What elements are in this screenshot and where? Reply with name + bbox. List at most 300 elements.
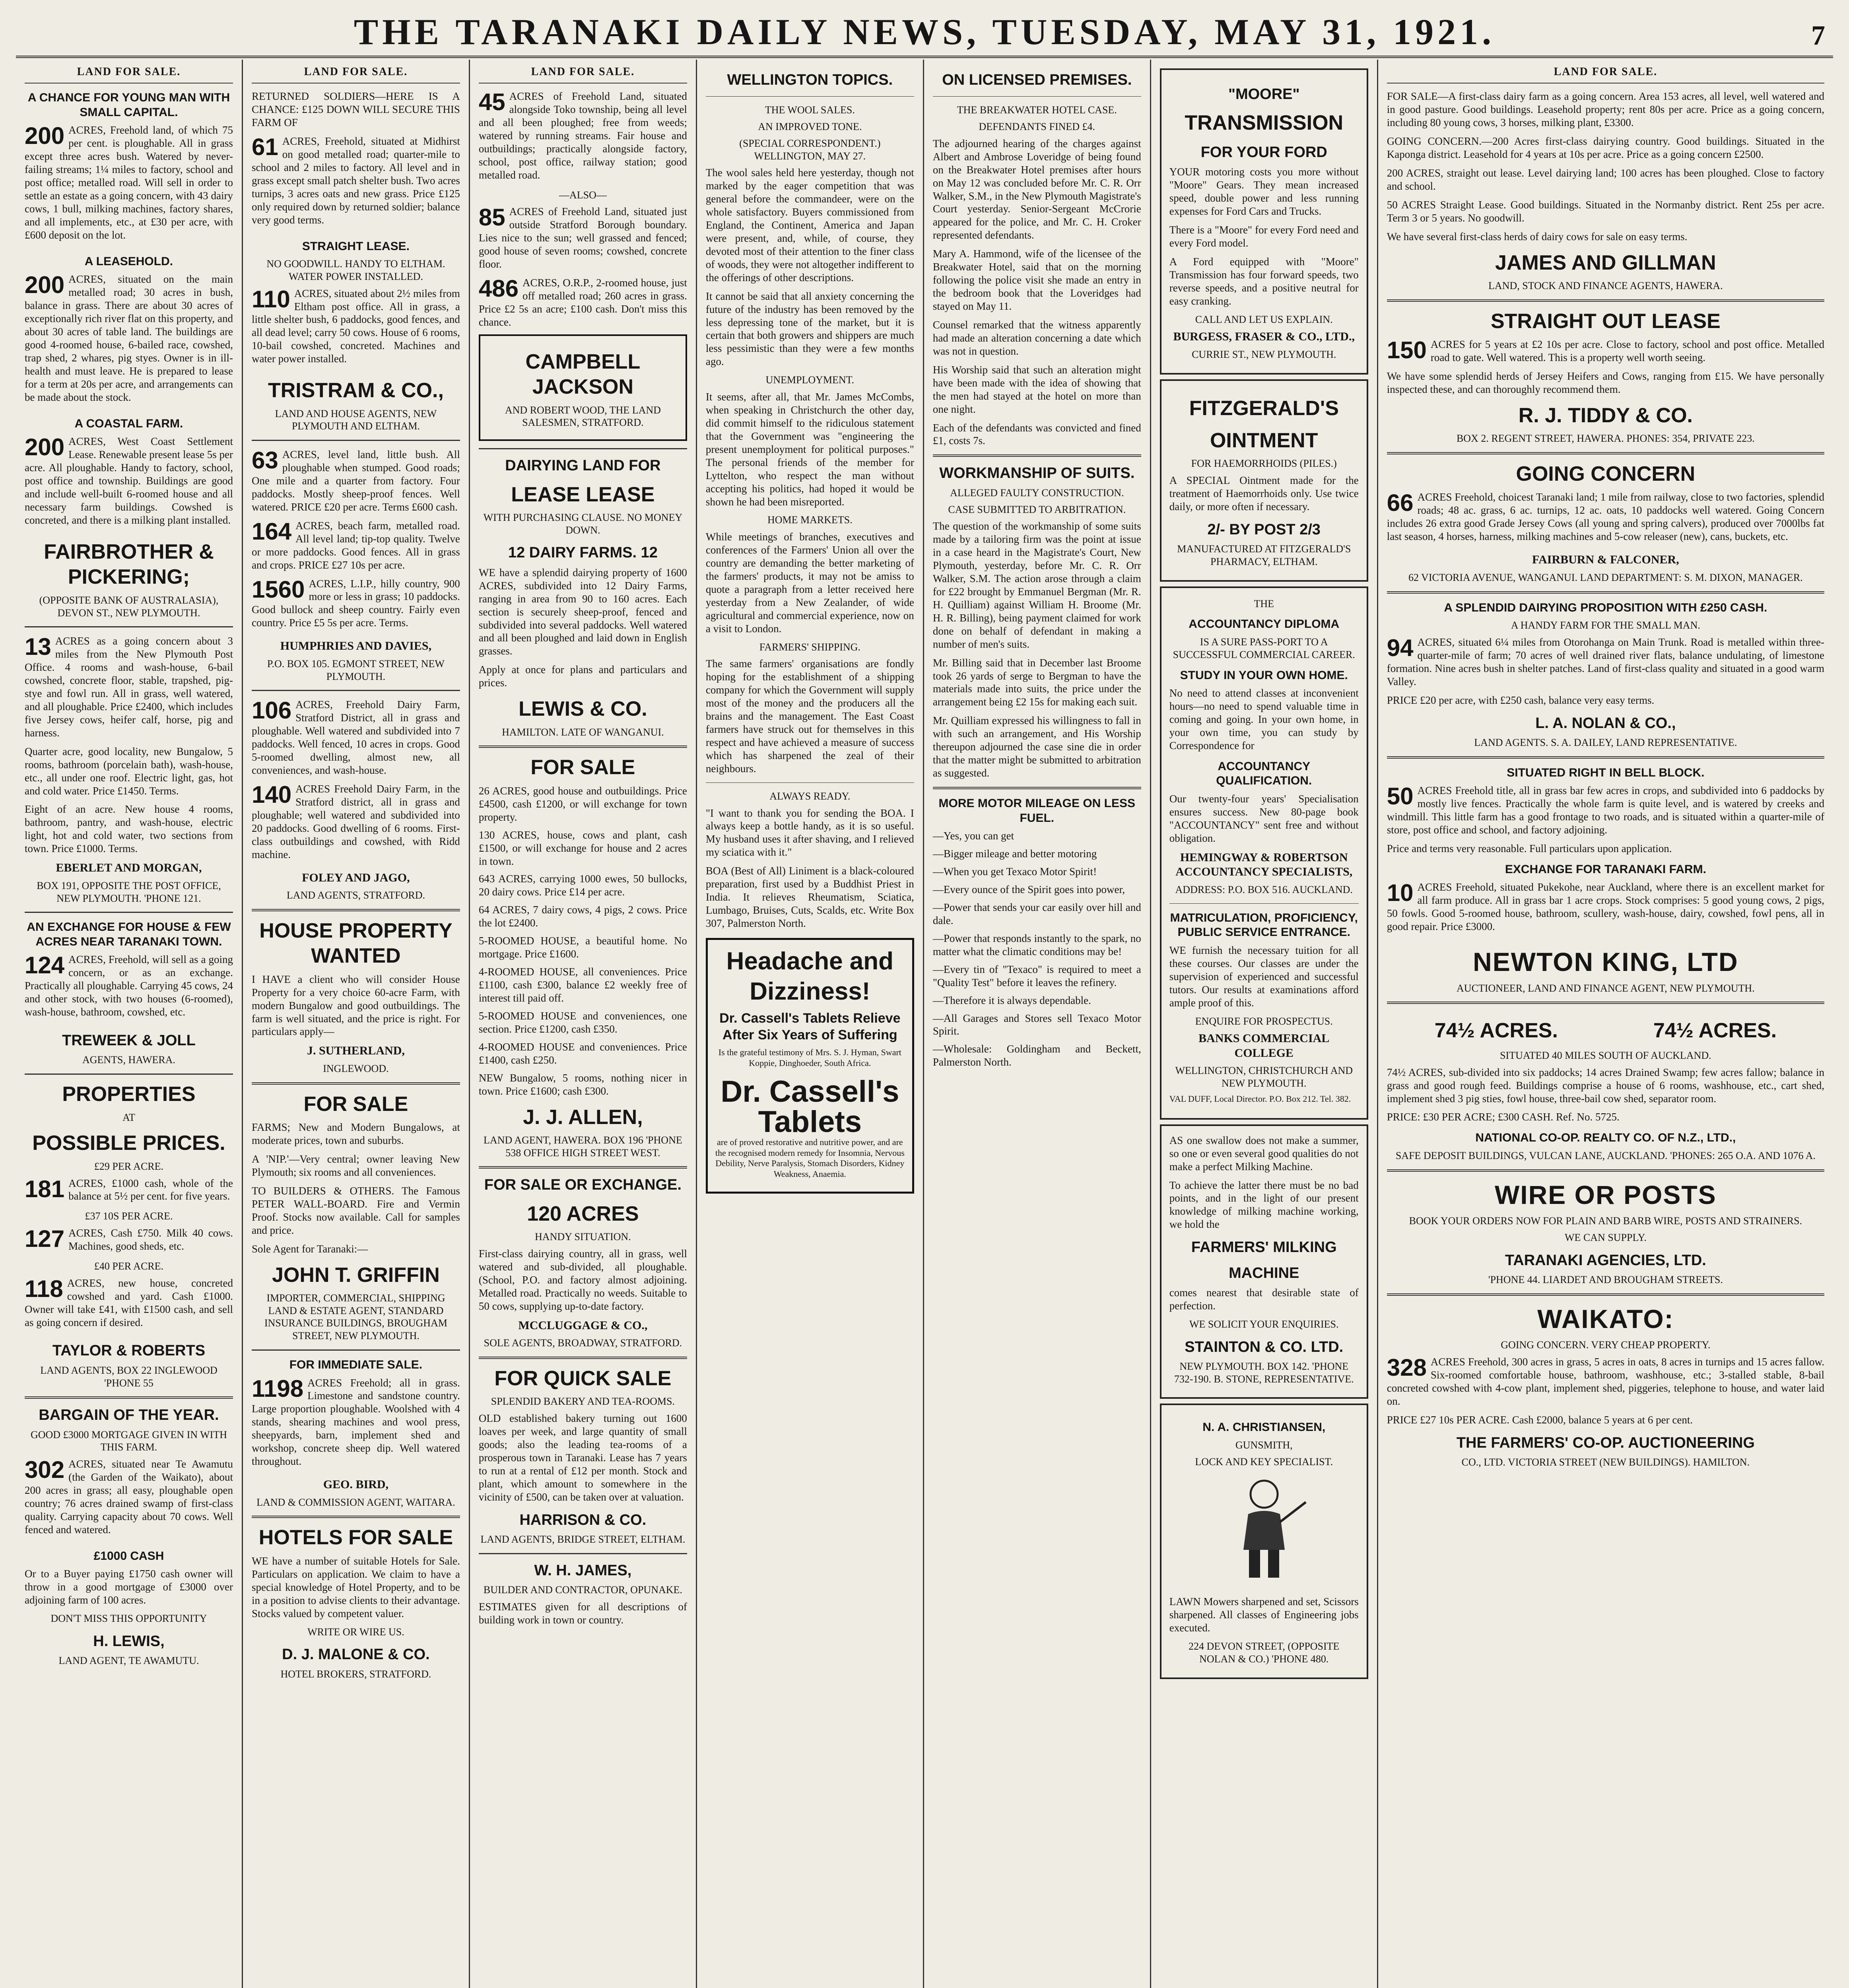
ad-subheading: NO GOODWILL. HANDY TO ELTHAM. WATER POWER INSTALLED. bbox=[266, 258, 445, 282]
acreage: 200 bbox=[25, 122, 65, 149]
advert-body: There is a "Moore" for every Ford need and every Ford model. bbox=[1169, 223, 1359, 249]
agent-address: CURRIE ST., NEW PLYMOUTH. bbox=[1192, 348, 1336, 360]
ad-body bbox=[25, 1458, 233, 1536]
divider bbox=[1387, 452, 1824, 454]
divider bbox=[479, 1357, 687, 1359]
acreage: 127 bbox=[25, 1225, 65, 1252]
ad-subheading: SITUATED 40 MILES SOUTH OF AUCKLAND. bbox=[1500, 1049, 1711, 1061]
ad-text: ACRES, beach farm, metalled road. All level land; tip-top quality. Twelve or more paddocks. Good fences. All in grass and crops. PRICE £27 10s per acre. bbox=[251, 519, 460, 571]
advert-body: A SPECIAL Ointment made for the treatment of Haemorrhoids only. Use twice daily, or more often if necessary. bbox=[1169, 474, 1359, 513]
article-subhead: CASE SUBMITTED TO ARBITRATION. bbox=[948, 503, 1126, 515]
moore-advert bbox=[1160, 68, 1368, 375]
advert-body: Is the grateful testimony of Mrs. S. J. Hyman, Swart Koppie, Dinghoeder, South Africa. bbox=[718, 1047, 901, 1068]
acreage: 85 bbox=[478, 204, 505, 231]
article-headline: WELLINGTON TOPICS. bbox=[727, 72, 893, 88]
ad-text: ACRES, Cash £750. Milk 40 cows. Machines, good sheds, etc. bbox=[68, 1227, 233, 1252]
ad-body: First-class dairying country, all in grass, well watered and sub-divided, all ploughable. (School, P.O. and factory almost adjoining. Metalled road. Practically no weeds. Suitable to 50 cows, supplying up-to-date factory. bbox=[478, 1247, 687, 1312]
article-headline: ON LICENSED PREMISES. bbox=[942, 72, 1132, 88]
divider bbox=[25, 626, 233, 627]
milking-machine-advert bbox=[1160, 1124, 1368, 1399]
advert-body: WE furnish the necessary tuition for all these courses. Our classes are under the supervision of experienced and successful tutors. Our results at examinations afford ample proof of this. bbox=[1169, 944, 1359, 1009]
article-subhead: UNEMPLOYMENT. bbox=[765, 374, 855, 386]
ad-text: ACRES, £1000 cash, whole of the balance at 5½ per cent. for five years. bbox=[68, 1177, 233, 1202]
ad-body: GOING CONCERN.—200 Acres first-class dairying country. Good buildings. Situated in the Kaponga district. Leasehold for 4 years at 10s per acre. Price as a going concern £2500. bbox=[1387, 135, 1825, 160]
article-subhead: THE BREAKWATER HOTEL CASE. bbox=[957, 104, 1117, 116]
divider bbox=[252, 1349, 460, 1351]
advert-subheadline: GUNSMITH, bbox=[1235, 1439, 1293, 1451]
column-3 bbox=[470, 60, 697, 1988]
figure-illustration-icon bbox=[1216, 1474, 1312, 1586]
advert-body: AS one swallow does not make a summer, so one or even several good qualities do not make a perfect Milking Machine. bbox=[1169, 1134, 1359, 1173]
ad-text: ACRES, new house, concreted cowshed and yard. Cash £1000. Owner will take £41, with £1500 cash, and sell as going concern if desired. bbox=[25, 1277, 233, 1328]
divider bbox=[25, 912, 233, 913]
agent-address: INGLEWOOD. bbox=[323, 1063, 389, 1074]
price-line: £37 10S PER ACRE. bbox=[85, 1210, 173, 1222]
acreage: 63 bbox=[251, 447, 278, 474]
agent-box bbox=[479, 334, 687, 441]
ad-body bbox=[1387, 636, 1824, 688]
list-item: —Yes, you can get bbox=[932, 830, 1014, 842]
advert-body: YOUR motoring costs you more without "Moore" Gears. They mean increased speed, double power and less running expenses for Ford Cars and Trucks. bbox=[1169, 166, 1359, 217]
agent-address: LAND AGENTS, STRATFORD. bbox=[286, 889, 425, 901]
ad-text: ACRES, West Coast Settlement Lease. Renewable present lease 5s per acre. All ploughable. Handy to factory, school, post office and township. Buildings are good and include well-built 6-roomed house and all necessary farm buildings. Cowshed is concreted, and there is a milking plant installed. bbox=[25, 435, 233, 526]
agent-address: 'PHONE 44. LIARDET AND BROUGHAM STREETS. bbox=[1488, 1274, 1723, 1285]
ad-subheading: HANDY SITUATION. bbox=[535, 1231, 631, 1243]
ad-text: ACRES Freehold, situated Pukekohe, near Auckland, where there is an excellent market for all farm produce. All in grass bar 1 acre crops. Stock comprises: 5 good young cows, 2 pigs, 50 fowls. Good 5-roomed house, bathroom, scullery, wash-house, dairy, cowshed, fowl pens, all in good repair. Price £3000. bbox=[1387, 881, 1825, 933]
ad-body bbox=[25, 273, 233, 404]
list-item: —Power that responds instantly to the spark, no matter what the climatic conditions may be! bbox=[932, 932, 1141, 957]
list-item: 26 ACRES, good house and outbuildings. Price £4500, cash £1200, or will exchange for town property. bbox=[478, 784, 687, 823]
acreage: 1198 bbox=[251, 1375, 304, 1402]
ad-heading: BARGAIN OF THE YEAR. bbox=[39, 1407, 219, 1424]
advert-headline: "MOORE" bbox=[1228, 86, 1300, 103]
ad-heading: 74½ ACRES. bbox=[1653, 1019, 1777, 1043]
divider bbox=[1387, 756, 1824, 759]
lawnmower-figure-icon bbox=[1169, 1474, 1359, 1589]
ad-body bbox=[25, 635, 233, 740]
ad-text: ACRES Freehold; all in grass. Limestone and sandstone country. Large proportion ploughable. Woolshed with 4 stands, shearing machines and wool press, sheepyards, barn, implement shed and workshop, concrete sheep dip. Well watered throughout. bbox=[251, 1376, 460, 1468]
ad-body bbox=[1387, 1355, 1824, 1408]
agent-name: LEWIS & CO. bbox=[519, 697, 647, 721]
list-item: —Bigger mileage and better motoring bbox=[932, 848, 1097, 860]
ad-subheading: SPLENDID BAKERY AND TEA-ROOMS. bbox=[491, 1396, 675, 1408]
advert-body: Our twenty-four years' Specialisation ensures success. New 80-page book "ACCOUNTANCY" sent free and without obligation. bbox=[1169, 792, 1359, 844]
agent-name: L. A. NOLAN & CO., bbox=[1535, 714, 1676, 732]
ad-heading: FOR QUICK SALE bbox=[494, 1367, 672, 1390]
ad-body: FARMS; New and Modern Bungalows, at moderate prices, town and suburbs. bbox=[251, 1121, 460, 1147]
agent-name: FAIRBROTHER & PICKERING; bbox=[44, 540, 214, 589]
advert-subheadline: LOCK AND KEY SPECIALIST. bbox=[1195, 1456, 1333, 1468]
divider bbox=[1387, 1002, 1824, 1004]
ad-body bbox=[1387, 338, 1824, 364]
divider bbox=[706, 782, 914, 783]
ad-body bbox=[25, 1227, 233, 1253]
acreage: 106 bbox=[251, 697, 292, 724]
acreage: 164 bbox=[251, 518, 292, 545]
agent-address: HAMILTON. LATE OF WANGANUI. bbox=[502, 726, 664, 738]
agent-name: HARRISON & CO. bbox=[519, 1511, 647, 1528]
list-item: 5-ROOMED HOUSE and conveniences, one section. Price £1200, cash £350. bbox=[478, 1010, 687, 1035]
masthead bbox=[16, 8, 1833, 58]
agent-address: LAND AGENT, HAWERA. BOX 196 'PHONE 538 OFFICE HIGH STREET WEST. bbox=[484, 1134, 682, 1159]
agent-name: J. J. ALLEN, bbox=[523, 1105, 643, 1129]
ad-heading: FOR SALE bbox=[303, 1092, 408, 1116]
accountancy-advert bbox=[1160, 586, 1368, 1120]
agent-name: JAMES AND GILLMAN bbox=[1495, 251, 1716, 274]
advert-headline: STUDY IN YOUR OWN HOME. bbox=[1180, 668, 1348, 682]
acreage: 1560 bbox=[251, 576, 305, 603]
article-paragraph: The same farmers' organisations are fondly hoping for the establishment of a shipping company for which the Government will supply most of the money and the producers all the brains and the management. The East Coast farmers have struck out for themselves in this respect and have achieved a measure of success which has sharpened the zeal of their neighbours. bbox=[705, 658, 914, 775]
agent-name: CAMPBELL JACKSON bbox=[525, 350, 641, 399]
article-paragraph: Mr. Billing said that in December last Broome took 26 yards of serge to Bergman to have the materials made into suits, the price under the arrangement being £2 15s for making each suit. bbox=[932, 656, 1141, 708]
ad-body: Price and terms very reasonable. Full particulars upon application. bbox=[1387, 842, 1672, 854]
advert-brand: Dr. Cassell's Tablets bbox=[721, 1074, 899, 1139]
agent-address: P.O. BOX 105. EGMONT STREET, NEW PLYMOUTH. bbox=[267, 658, 445, 682]
tablets-advert bbox=[706, 938, 914, 1194]
ad-body bbox=[252, 519, 460, 572]
agent-address: ADDRESS: P.O. BOX 516. AUCKLAND. bbox=[1175, 883, 1353, 895]
ad-heading: A COASTAL FARM. bbox=[74, 417, 183, 430]
divider bbox=[479, 746, 687, 748]
advert-headline: MACHINE bbox=[1229, 1264, 1299, 1281]
agent-name: BANKS COMMERCIAL COLLEGE bbox=[1198, 1032, 1330, 1060]
agent-name: NATIONAL CO-OP. REALTY CO. OF N.Z., LTD., bbox=[1475, 1131, 1736, 1145]
agent-address: BUILDER AND CONTRACTOR, OPUNAKE. bbox=[483, 1584, 682, 1596]
ad-heading: DAIRYING LAND FOR bbox=[505, 457, 661, 474]
advert-headline: FOR YOUR FORD bbox=[1200, 144, 1327, 161]
agent-address: LAND AGENTS. S. A. DAILEY, LAND REPRESENTATIVE. bbox=[1474, 736, 1737, 748]
ad-heading: AN EXCHANGE FOR HOUSE & FEW ACRES NEAR TARANAKI TOWN. bbox=[27, 920, 231, 948]
divider bbox=[25, 1074, 233, 1075]
divider bbox=[1387, 1169, 1824, 1172]
ad-body bbox=[1387, 491, 1824, 543]
ad-body bbox=[252, 448, 460, 514]
advert-subheadline: Dr. Cassell's Tablets Relieve After Six Years of Suffering bbox=[719, 1011, 901, 1043]
agent-address: WELLINGTON, CHRISTCHURCH AND NEW PLYMOUTH. bbox=[1175, 1065, 1353, 1089]
advert-headline: ACCOUNTANCY QUALIFICATION. bbox=[1216, 759, 1312, 788]
agent-address: 224 DEVON STREET, (OPPOSITE NOLAN & CO.) 'PHONE 480. bbox=[1189, 1640, 1340, 1665]
article-headline: MORE MOTOR MILEAGE ON LESS FUEL. bbox=[938, 797, 1136, 825]
agent-address: 62 VICTORIA AVENUE, WANGANUI. LAND DEPARTMENT: S. M. DIXON, MANAGER. bbox=[1408, 571, 1803, 583]
agent-address: (OPPOSITE BANK OF AUSTRALASIA), DEVON ST., NEW PLYMOUTH. bbox=[39, 594, 219, 619]
ad-body bbox=[252, 1376, 460, 1468]
ad-heading: A LEASEHOLD. bbox=[84, 254, 173, 268]
list-item: —Therefore it is always dependable. bbox=[932, 994, 1091, 1006]
price-line: £1000 CASH bbox=[93, 1549, 164, 1563]
section-header: LAND FOR SALE. bbox=[25, 64, 233, 83]
advert-cta: WE SOLICIT YOUR ENQUIRIES. bbox=[1189, 1318, 1339, 1330]
agent-name: FAIRBURN & FALCONER, bbox=[1532, 553, 1679, 567]
ad-body: ESTIMATES given for all descriptions of building work in town or country. bbox=[478, 1600, 687, 1626]
acreage: 50 bbox=[1387, 783, 1414, 810]
ad-text: ACRES for 5 years at £2 10s per acre. Close to factory, school and post office. Metalled road to gate. Well watered. This is a property well worth seeing. bbox=[1430, 338, 1825, 364]
advert-headline: N. A. CHRISTIANSEN, bbox=[1202, 1421, 1326, 1434]
price-line: PRICE £27 10s PER ACRE. Cash £2000, balance 5 years at 6 per cent. bbox=[1387, 1413, 1693, 1426]
ad-body: I HAVE a client who will consider House Property for a very choice 60-acre Farm, with modern Bungalow and good outbuildings. The farm is well situated, and the price is right. For particulars apply— bbox=[251, 973, 460, 1038]
ad-text: ACRES Freehold title, all in grass bar few acres in crops, and subdivided into 6 paddocks by mostly live fences. Practically the whole farm is quite level, and is watered by creeks and windmill. This little farm has a good frontage to two roads, and is situated within a quarter-mile of store, post office and school, and factory adjoining. bbox=[1387, 784, 1825, 836]
agent-name: W. H. JAMES, bbox=[534, 1562, 632, 1579]
ad-body: FOR SALE—A first-class dairy farm as a going concern. Area 153 acres, all level, well watered and in good pasture. Good buildings. Leasehold property; rent 80s per acre. Price as a going concern, including 80 young cows, 3 horses, milking plant, £3300. bbox=[1387, 90, 1825, 129]
masthead-title: THE TARANAKI DAILY NEWS, TUESDAY, MAY 31, 1921. bbox=[353, 12, 1496, 52]
ad-body bbox=[252, 135, 460, 227]
column-2 bbox=[243, 60, 470, 1988]
ad-heading: PROPERTIES bbox=[62, 1083, 196, 1106]
agent-name: TRISTRAM & CO., bbox=[268, 379, 444, 402]
ad-heading: FOR SALE OR EXCHANGE. bbox=[484, 1176, 682, 1194]
ad-heading: WIRE OR POSTS bbox=[1495, 1180, 1717, 1209]
ad-body: A 'NIP.'—Very central; owner leaving New Plymouth; six rooms and all conveniences. bbox=[251, 1153, 460, 1178]
ad-heading: STRAIGHT OUT LEASE bbox=[1490, 309, 1721, 333]
agent-name: NEWTON KING, LTD bbox=[1473, 947, 1738, 977]
ad-heading: WAIKATO: bbox=[1537, 1304, 1674, 1334]
advert-headline: TRANSMISSION bbox=[1185, 111, 1344, 135]
column-1 bbox=[16, 60, 243, 1988]
ad-heading: STRAIGHT LEASE. bbox=[302, 239, 410, 253]
ad-text: ACRES Freehold Dairy Farm, in the Stratford district, all in grass and ploughable; well watered and subdivided into 20 paddocks. Good dwelling of 6 rooms. First-class outbuildings and cowshed, with Ridd machine. bbox=[251, 782, 460, 860]
divider bbox=[1387, 591, 1824, 594]
list-item: —Every ounce of the Spirit goes into power, bbox=[932, 883, 1125, 896]
acreage: 150 bbox=[1387, 337, 1427, 364]
ad-body: 200 ACRES, straight out lease. Level dairying land; 100 acres has been ploughed. Close to factory and school. bbox=[1387, 167, 1825, 192]
article-paragraph: Each of the defendants was convicted and fined £1, costs 7s. bbox=[932, 421, 1141, 447]
ad-body bbox=[252, 698, 460, 777]
acreage-heading-row bbox=[1387, 1011, 1824, 1047]
advert-body: A Ford equipped with "Moore" Transmission has four forward speeds, two reverse speeds, and a positive neutral for easy cranking. bbox=[1169, 255, 1359, 307]
advert-footer: VAL DUFF, Local Director. P.O. Box 212. Tel. 382. bbox=[1169, 1093, 1351, 1104]
ad-body: Sole Agent for Taranaki:— bbox=[251, 1242, 368, 1255]
divider bbox=[252, 440, 460, 441]
page-number: 7 bbox=[1811, 20, 1825, 51]
list-item: 5-ROOMED HOUSE, a beautiful home. No mortgage. Price £1600. bbox=[478, 935, 687, 960]
ad-cta: Apply at once for plans and particulars and prices. bbox=[478, 664, 687, 689]
advert-headline: FITZGERALD'S bbox=[1189, 396, 1339, 420]
acreage: 200 bbox=[25, 434, 65, 461]
ad-text: ACRES, Freehold, situated at Midhirst on good metalled road; quarter-mile to school and 2 miles to factory. All level and in grass except small patch shelter bush. Two acres turnips, 3 acres oats and new grass. Price £125 only required down by returned soldier; balance very good terms. bbox=[251, 135, 460, 226]
article-paragraph: His Worship said that such an alteration might have been made with the idea of showing that the men had stayed at the hotel on more than one night. bbox=[932, 363, 1141, 415]
list-item: 4-ROOMED HOUSE, all conveniences. Price £1100, cash £300, balance £2 weekly free of interest till paid off. bbox=[478, 966, 687, 1004]
advert-headline: THE bbox=[1254, 598, 1274, 610]
ointment-advert bbox=[1160, 379, 1368, 582]
ad-text: ACRES, situated near Te Awamutu (the Garden of the Waikato), about 200 acres in grass; all easy, ploughable open country; 76 acres drained swamp of first-class quality. Carrying capacity about 70 cows. Well fenced and watered. bbox=[25, 1458, 233, 1536]
ad-heading: HOTELS FOR SALE bbox=[258, 1526, 453, 1549]
ad-body bbox=[1387, 881, 1824, 933]
agent-name: TARANAKI AGENCIES, LTD. bbox=[1505, 1252, 1706, 1269]
list-item: 130 ACRES, house, cows and plant, cash £1500, or will exchange for house and 2 acres in town. bbox=[478, 829, 687, 867]
ad-body: Or to a Buyer paying £1750 cash owner will throw in a good mortgage of £3000 over adjoining farm of 100 acres. bbox=[25, 1568, 233, 1606]
article-paragraph: BOA (Best of All) Liniment is a black-coloured preparation, first used by a Buddhist Priest in India. It relieves Rheumatism, Sciatica, Lumbago, Bruises, Cuts, Scalds, etc. Write Box 307, Palmerston North. bbox=[705, 865, 914, 930]
acreage: 328 bbox=[1387, 1354, 1427, 1381]
article-byline: (SPECIAL CORRESPONDENT.) WELLINGTON, MAY 27. bbox=[739, 137, 881, 162]
advert-footer: are of proved restorative and nutritive power, and are the recognised modern remedy for Insomnia, Nervous Debility, Nerve Paralysis, Stomach Disorders, Kidney Weakness, Anaemia. bbox=[715, 1137, 905, 1179]
agent-name: GEO. BIRD, bbox=[323, 1478, 389, 1491]
divider bbox=[933, 454, 1141, 457]
agent-name: STAINTON & CO. LTD. bbox=[1185, 1338, 1344, 1355]
article-paragraph: Mr. Quilliam expressed his willingness to fall in with such an arrangement, and His Worship thereupon adjourned the case sine die in order that the matter might be submitted to arbitration as suggested. bbox=[932, 714, 1141, 779]
advert-subheadline: IS A SURE PASS-PORT TO A SUCCESSFUL COMMERCIAL CAREER. bbox=[1173, 636, 1355, 660]
columns bbox=[16, 60, 1833, 1988]
article-subhead: AN IMPROVED TONE. bbox=[758, 121, 862, 133]
acreage: 110 bbox=[251, 285, 290, 313]
ad-text: ACRES as a going concern about 3 miles from the New Plymouth Post Office. 4 rooms and wash-house, 6-bail cowshed, concrete floor, stable, trapshed, pig-stye and fowl run. All in grass, well watered, and all ploughable. Price £2400, which includes five Jersey cows, heifer calf, horse, pig and harness. bbox=[25, 635, 233, 739]
ad-subheading: GOOD £3000 MORTGAGE GIVEN IN WITH THIS FARM. bbox=[30, 1429, 227, 1453]
list-item: —Power that sends your car easily over hill and dale. bbox=[932, 901, 1141, 926]
article-paragraph: Counsel remarked that the witness apparently had made an alteration concerning a date which was not in question. bbox=[932, 318, 1141, 357]
acreage: 66 bbox=[1387, 489, 1414, 516]
agent-name: THE FARMERS' CO-OP. AUCTIONEERING bbox=[1456, 1434, 1755, 1451]
acreage: 302 bbox=[25, 1456, 65, 1483]
ad-text: ACRES Freehold, 300 acres in grass, 5 acres in oats, 8 acres in turnips and 15 acres fallow. Six-roomed comfortable house, bathroom, washhouse, etc.; 3-stalled stable, 8-bail concreted cowshed with 4-cow plant, implement shed, piggeries, telephone to house, and water laid on. bbox=[1387, 1355, 1825, 1407]
ad-body: We have several first-class herds of dairy cows for sale on easy terms. bbox=[1387, 230, 1688, 243]
advert-headline: Headache and Dizziness! bbox=[726, 947, 894, 1005]
ad-text: ACRES, Freehold Dairy Farm, Stratford District, all in grass and ploughable. Well watered and subdivided into 7 paddocks. Well fenced, 10 acres in crops. Good 5-roomed dwelling, almost new, all conveniences, and wash-house. bbox=[251, 699, 460, 776]
ad-heading: HOUSE PROPERTY WANTED bbox=[259, 919, 453, 968]
ad-heading: GOING CONCERN bbox=[1516, 462, 1696, 486]
ad-cta: WRITE OR WIRE US. bbox=[307, 1626, 404, 1638]
divider bbox=[933, 96, 1141, 97]
divider bbox=[479, 1166, 687, 1169]
column-7 bbox=[1378, 60, 1833, 1988]
agent-name: EBERLET AND MORGAN, bbox=[56, 861, 202, 875]
ad-text: ACRES of Freehold Land, situated alongside Toko township, being all level and all been ploughed; free from weeds; watered by running streams. Fair house and outbuildings; practically alongside factory, school, post office, railway station; good metalled road. bbox=[478, 90, 687, 181]
ad-body bbox=[25, 124, 233, 241]
ad-text: ACRES, O.R.P., 2-roomed house, just off metalled road; 260 acres in grass. Price £2 5s an acre; £100 cash. Don't miss this chance. bbox=[478, 277, 687, 328]
agent-address: SOLE AGENTS, BROADWAY, STRATFORD. bbox=[484, 1337, 682, 1349]
advert-subheadline: FOR HAEMORRHOIDS (PILES.) bbox=[1191, 458, 1337, 470]
ad-subheading: —ALSO— bbox=[559, 189, 607, 201]
divider bbox=[252, 909, 460, 911]
agent-name: D. J. MALONE & CO. bbox=[282, 1646, 430, 1663]
article-paragraph: It cannot be said that all anxiety concerning the future of the industry has been removed by the less depressing tone of the market, but it is certain that both growers and shippers are much less pessimistic than they were a few months ago. bbox=[705, 290, 914, 368]
ad-heading: FOR SALE bbox=[530, 756, 635, 779]
ad-body bbox=[479, 90, 687, 182]
ad-text: ACRES, situated on the main metalled road; 30 acres in bush, balance in grass. There are about 30 acres of exceptionally rich river flat on this property, and about 30 acres of table land. The buildings are good 4-roomed house, 6-bailed race, cowshed, trap shed, 2 whares, pig styes. Owner is in ill-health and must leave. He is prepared to lease for a term at 20s per acre, and arrangements can be made about the stock. bbox=[25, 273, 233, 403]
ad-body: 50 ACRES Straight Lease. Good buildings. Situated in the Normanby district. Rent 25s per acre. Term 3 or 5 years. No goodwill. bbox=[1387, 198, 1825, 224]
agent-address: CO., LTD. VICTORIA STREET (NEW BUILDINGS). HAMILTON. bbox=[1461, 1456, 1750, 1468]
ad-text: ACRES, level land, little bush. All ploughable when stumped. Good roads; One mile and a quarter from factory. Four paddocks. Mostly sheep-proof fences. Well watered. PRICE £20 per acre. Terms £600 cash. bbox=[251, 448, 460, 513]
price-line: £40 PER ACRE. bbox=[94, 1260, 164, 1272]
acreage: 61 bbox=[251, 133, 278, 160]
gunsmith-advert bbox=[1160, 1404, 1368, 1679]
list-item: —All Garages and Stores sell Texaco Motor Spirit. bbox=[932, 1012, 1141, 1037]
article-subhead: THE WOOL SALES. bbox=[765, 104, 855, 116]
advert-headline: MATRICULATION, PROFICIENCY, PUBLIC SERVICE ENTRANCE. bbox=[1170, 911, 1358, 939]
agent-name: JOHN T. GRIFFIN bbox=[272, 1263, 440, 1287]
divider bbox=[1387, 1293, 1824, 1296]
ad-body: 74½ ACRES, sub-divided into six paddocks; 14 acres Drained Swamp; few acres fallow; balance in grass and good rough feed. Buildings comprise a house of 6 rooms, washhouse, etc., cart shed, implement shed 3 pig sties, fowl house, three-bail cow shed, separator room. bbox=[1387, 1066, 1825, 1105]
article-paragraph: While meetings of branches, executives and conferences of the Farmers' Union all over the country are demanding the better marketing of the farmers' products, it may not be amiss to quote a paragraph from a letter received here yesterday from a New Zealander, of wide agricultural and commercial experience, now on a visit to London. bbox=[705, 531, 914, 635]
article-paragraph: The question of the workmanship of some suits made by a tailoring firm was the point at issue in a case heard in the Magistrate's Court, New Plymouth, yesterday, before Mr. C. R. Orr Walker, S.M. The action arose through a claim for £22 brought by Emmanuel Bergman (Mr. R. H. Quilliam) against William H. Broome (Mr. H. R. Billing), being payment claimed for work done on behalf of defendant in making a number of men's suits. bbox=[932, 520, 1141, 650]
section-header: LAND FOR SALE. bbox=[1387, 64, 1824, 83]
price-line: PRICE £20 per acre, with £250 cash, balance very easy terms. bbox=[1387, 694, 1655, 706]
divider bbox=[1387, 299, 1824, 302]
divider bbox=[706, 96, 914, 97]
agent-name: FOLEY AND JAGO, bbox=[302, 871, 410, 884]
agent-address: IMPORTER, COMMERCIAL, SHIPPING LAND & ESTATE AGENT, STANDARD INSURANCE BUILDINGS, BROUGHAM STREET, NEW PLYMOUTH. bbox=[264, 1292, 447, 1342]
ad-heading: RETURNED SOLDIERS—HERE IS A CHANCE: £125 DOWN WILL SECURE THIS FARM OF bbox=[251, 90, 460, 129]
agent-address: LAND AGENT, TE AWAMUTU. bbox=[58, 1655, 199, 1667]
article-headline: WORKMANSHIP OF SUITS. bbox=[939, 465, 1135, 482]
price-line: £29 PER ACRE. bbox=[94, 1160, 164, 1172]
advert-cta: CALL AND LET US EXPLAIN. bbox=[1195, 313, 1333, 325]
article-subhead: ALLEGED FAULTY CONSTRUCTION. bbox=[950, 487, 1124, 499]
agent-name: TAYLOR & ROBERTS bbox=[52, 1342, 206, 1359]
agent-address: AND ROBERT WOOD, THE LAND SALESMEN, STRATFORD. bbox=[505, 404, 661, 429]
ad-body bbox=[479, 276, 687, 329]
ad-body: TO BUILDERS & OTHERS. The Famous PETER WALL-BOARD. Fire and Vermin Proof. Stocks now available. Call for samples and price. bbox=[251, 1184, 460, 1236]
column-5 bbox=[924, 60, 1151, 1988]
article-paragraph: "I want to thank you for sending the BOA. I always keep a bottle handy, as it is so useful. My husband uses it after shaving, and I relieved my sciatica with it." bbox=[705, 807, 914, 858]
agent-address: HOTEL BROKERS, STRATFORD. bbox=[280, 1668, 431, 1680]
agent-address: AUCTIONEER, LAND AND FINANCE AGENT, NEW PLYMOUTH. bbox=[1457, 982, 1755, 994]
ad-heading: FOR IMMEDIATE SALE. bbox=[289, 1358, 423, 1371]
ad-subheading: WITH PURCHASING CLAUSE. NO MONEY DOWN. bbox=[483, 511, 683, 536]
agent-address: LAND & COMMISSION AGENT, WAITARA. bbox=[256, 1496, 455, 1508]
acreage: 486 bbox=[478, 275, 519, 302]
column-4 bbox=[697, 60, 924, 1988]
agent-name: R. J. TIDDY & CO. bbox=[1518, 404, 1693, 427]
ad-body bbox=[252, 577, 460, 630]
list-item: NEW Bungalow, 5 rooms, nothing nicer in town. Price £1600; cash £300. bbox=[478, 1072, 687, 1097]
section-header: LAND FOR SALE. bbox=[252, 64, 460, 83]
agent-address: MANUFACTURED AT FITZGERALD'S PHARMACY, ELTHAM. bbox=[1177, 543, 1351, 568]
ad-text: ACRES, situated 6¼ miles from Otorohanga on Main Trunk. Road is metalled within three-quarter-mile of farm; 70 acres of well drained river flats, balance undulating, of limestone formation. Nine acres bush in shelter patches. Land of first-class quality and situated in a good warm Valley. bbox=[1387, 636, 1825, 687]
price-line: 2/- BY POST 2/3 bbox=[1207, 521, 1321, 538]
ad-heading: SITUATED RIGHT IN BELL BLOCK. bbox=[1507, 766, 1705, 779]
divider bbox=[25, 1396, 233, 1399]
ad-body: We have some splendid herds of Jersey Heifers and Cows, ranging from £15. We have personally inspected these, and can thoroughly recommend them. bbox=[1387, 370, 1825, 395]
agent-address: LAND AGENTS, BRIDGE STREET, ELTHAM. bbox=[480, 1533, 686, 1545]
advert-body: LAWN Mowers sharpened and set, Scissors sharpened. All classes of Engineering jobs executed. bbox=[1169, 1596, 1359, 1634]
divider bbox=[252, 690, 460, 691]
ad-body bbox=[25, 953, 233, 1019]
agent-name: MCCLUGGAGE & CO., bbox=[518, 1318, 648, 1332]
ad-body bbox=[25, 1177, 233, 1203]
article-subhead: DEFENDANTS FINED £4. bbox=[979, 121, 1095, 133]
ad-subheading: AT bbox=[122, 1111, 135, 1123]
acreage: 45 bbox=[478, 89, 505, 116]
ad-body: Eight of an acre. New house 4 rooms, bathroom, pantry, and wash-house, electric light, hot and cold water, two sections from town. Price £1000. Terms. bbox=[25, 803, 233, 855]
ad-subheading: WE CAN SUPPLY. bbox=[1565, 1231, 1647, 1243]
advert-body: To achieve the latter there must be no bad points, and in the light of our present knowledge of milking machine working, we hold the bbox=[1169, 1179, 1359, 1231]
agent-address: LAND AND HOUSE AGENTS, NEW PLYMOUTH AND ELTHAM. bbox=[275, 408, 437, 432]
ad-heading: A CHANCE FOR YOUNG MAN WITH SMALL CAPITAL. bbox=[27, 91, 230, 119]
agent-address: BOX 2. REGENT STREET, HAWERA. PHONES: 354, PRIVATE 223. bbox=[1456, 433, 1755, 445]
agent-name: HEMINGWAY & ROBERTSON ACCOUNTANCY SPECIALISTS, bbox=[1175, 850, 1353, 879]
ad-subheading: BOOK YOUR ORDERS NOW FOR PLAIN AND BARB WIRE, POSTS AND STRAINERS. bbox=[1409, 1215, 1802, 1227]
agent-address: SAFE DEPOSIT BUILDINGS, VULCAN LANE, AUCKLAND. 'PHONES: 265 O.A. AND 1076 A. bbox=[1395, 1149, 1816, 1161]
list-item: —When you get Texaco Motor Spirit! bbox=[932, 866, 1097, 878]
acreage: 181 bbox=[25, 1175, 65, 1202]
ad-text: ACRES, L.I.P., hilly country, 900 more or less in grass; 10 paddocks. Good bullock and sheep country. Fairly even country. Price £5 5s per acre. Terms. bbox=[251, 577, 460, 629]
advert-headline: ACCOUNTANCY DIPLOMA bbox=[1189, 617, 1340, 631]
acreage: 200 bbox=[25, 272, 65, 299]
section-header: LAND FOR SALE. bbox=[479, 64, 687, 83]
agent-name: H. LEWIS, bbox=[93, 1633, 165, 1650]
article-subhead: HOME MARKETS. bbox=[767, 514, 853, 526]
ad-heading: 74½ ACRES. bbox=[1434, 1019, 1558, 1043]
agent-address: LAND, STOCK AND FINANCE AGENTS, HAWERA. bbox=[1488, 280, 1723, 291]
ad-body: Quarter acre, good locality, new Bungalow, 5 rooms, bathroom (porcelain bath), wash-house, etc., all under one roof. Electric light, gas, hot and cold water. Price £1450. Terms. bbox=[25, 745, 233, 797]
article-paragraph: The wool sales held here yesterday, though not marked by the eager competition that was general before the commandeer, were on the whole satisfactory. Buyers commissioned from England, the Continent, America and Japan were present, and, while, of course, they devoted most of their attention to the finer class of woods, they were not altogether indifferent to the offerings of other descriptions. bbox=[705, 167, 914, 283]
ad-text: ACRES, Freehold land, of which 75 per cent. is ploughable. All in grass except three acres bush. Watered by never-failing streams; 1¼ miles to factory, school and post office; metalled road. Will sell in order to settle an estate as a going concern, with 43 dairy cows, 1 bull, milking machines, factory shares, and all implements, etc., at £30 per acre, with £600 deposit on the lot. bbox=[25, 124, 233, 241]
ad-heading: LEASE LEASE bbox=[511, 483, 655, 506]
article-subhead: FARMERS' SHIPPING. bbox=[759, 641, 860, 653]
ad-body bbox=[479, 205, 687, 271]
ad-body: WE have a splendid dairying property of 1600 ACRES, subdivided into 12 Dairy Farms, ranging in area from 90 to 160 acres. Each section is securely sheep-proof, fenced and subdivided into several paddocks. Well watered and all been ploughed and laid down in English grasses. bbox=[478, 566, 687, 657]
list-item: —Wholesale: Goldingham and Beckett, Palmerston North. bbox=[932, 1043, 1141, 1068]
ad-subheading: GOING CONCERN. VERY CHEAP PROPERTY. bbox=[1501, 1339, 1711, 1351]
ad-body: OLD established bakery turning out 1600 loaves per week, and large quantity of small goods; also the leading tea-rooms of a prosperous town in Taranaki. Lease has 7 years to run at a rental of £12 per month. Stock and plant, which amount to somewhere in the vicinity of £500, can be taken over at valuation. bbox=[478, 1412, 687, 1503]
